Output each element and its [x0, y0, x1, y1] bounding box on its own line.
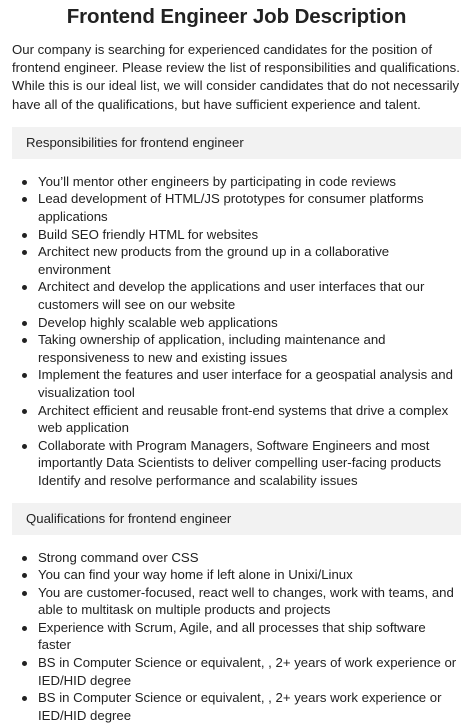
list-item	[38, 226, 461, 244]
bullet-icon	[22, 573, 27, 578]
list-item	[38, 402, 461, 437]
qualifications-list	[12, 549, 461, 724]
bullet-icon	[22, 285, 27, 290]
qualifications-heading: Qualifications for frontend engineer	[12, 503, 461, 535]
list-item-text: Develop highly scalable web applications	[38, 315, 278, 330]
list-item-text: BS in Computer Science or equivalent, , 2+ years of work experience or IED/HID degree	[38, 655, 456, 688]
list-item-text: Architect new products from the ground up in a collaborative environment	[38, 244, 389, 277]
bullet-icon	[22, 321, 27, 326]
list-item-text: You are customer-focused, react well to changes, work with teams, and able to multitask on multiple products and projects	[38, 585, 454, 618]
bullet-icon	[22, 250, 27, 255]
list-item-text: BS in Computer Science or equivalent, , 2+ years work experience or IED/HID degree	[38, 690, 442, 723]
list-item	[38, 243, 461, 278]
bullet-icon	[22, 444, 27, 449]
list-item	[38, 190, 461, 225]
bullet-icon	[22, 233, 27, 238]
list-item-text: Taking ownership of application, including maintenance and responsiveness to new and existing issues	[38, 332, 386, 365]
list-item	[38, 366, 461, 401]
bullet-icon	[22, 661, 27, 666]
page-title: Frontend Engineer Job Description	[12, 0, 461, 38]
list-item-text: Experience with Scrum, Agile, and all processes that ship software faster	[38, 620, 426, 653]
bullet-icon	[22, 696, 27, 701]
list-item-text: You can find your way home if left alone in Unixi/Linux	[38, 567, 353, 582]
bullet-icon	[22, 197, 27, 202]
list-item-text: Collaborate with Program Managers, Software Engineers and most importantly Data Scientists to deliver compelling user-facing products Identify and resolve performance and scalability issues	[38, 438, 441, 488]
list-item-text: You’ll mentor other engineers by participating in code reviews	[38, 174, 396, 189]
list-item	[38, 331, 461, 366]
responsibilities-list	[12, 173, 461, 490]
list-item	[38, 566, 461, 584]
list-item-text: Strong command over CSS	[38, 550, 199, 565]
list-item	[38, 173, 461, 191]
responsibilities-heading: Responsibilities for frontend engineer	[12, 127, 461, 159]
bullet-icon	[22, 373, 27, 378]
list-item	[38, 549, 461, 567]
list-item	[38, 619, 461, 654]
bullet-icon	[22, 556, 27, 561]
list-item	[38, 689, 461, 724]
list-item-text: Implement the features and user interface for a geospatial analysis and visualization tool	[38, 367, 453, 400]
bullet-icon	[22, 180, 27, 185]
list-item-text: Architect efficient and reusable front-end systems that drive a complex web application	[38, 403, 448, 436]
list-item	[38, 654, 461, 689]
list-item	[38, 314, 461, 332]
list-item-text: Lead development of HTML/JS prototypes for consumer platforms applications	[38, 191, 424, 224]
list-item-text: Build SEO friendly HTML for websites	[38, 227, 258, 242]
bullet-icon	[22, 591, 27, 596]
list-item	[38, 584, 461, 619]
bullet-icon	[22, 338, 27, 343]
bullet-icon	[22, 409, 27, 414]
bullet-icon	[22, 626, 27, 631]
list-item	[38, 278, 461, 313]
list-item-text: Architect and develop the applications and user interfaces that our customers will see on our website	[38, 279, 424, 312]
intro-paragraph: Our company is searching for experienced candidates for the position of frontend engineer. Please review the list of responsibilities and qualifications. While this is our ideal list, we will consider candidates that do not necessarily have all of the qualifications, but have sufficient experience and talent.	[12, 41, 461, 114]
list-item	[38, 437, 461, 490]
